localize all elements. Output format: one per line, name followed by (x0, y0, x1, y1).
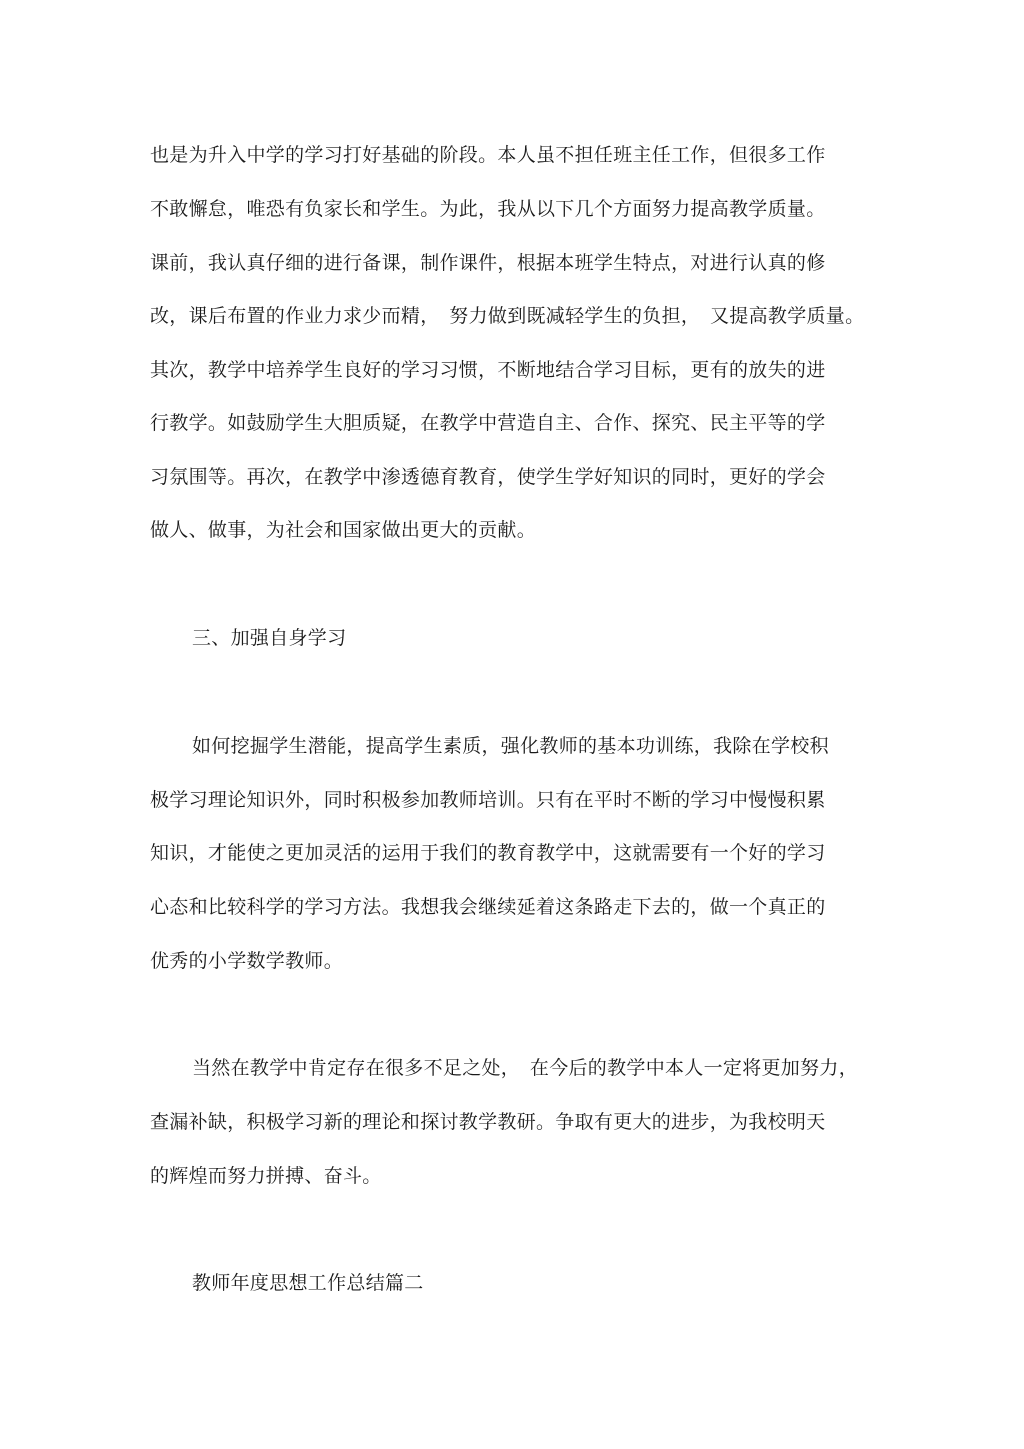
paragraph-line: 做人、做事，为社会和国家做出更大的贡献。 (150, 519, 537, 541)
paragraph-line: 其次，教学中培养学生良好的学习习惯，不断地结合学习目标，更有的放失的进 (150, 359, 826, 381)
paragraph-line: 习氛围等。再次，在教学中渗透德育教育，使学生学好知识的同时，更好的学会 (150, 466, 826, 488)
paragraph-line: 极学习理论知识外，同时积极参加教师培训。只有在平时不断的学习中慢慢积累 (150, 789, 826, 811)
paragraph-line: 也是为升入中学的学习打好基础的阶段。本人虽不担任班主任工作，但很多工作 (150, 144, 826, 166)
paragraph-line: 不敢懈怠，唯恐有负家长和学生。为此，我从以下几个方面努力提高教学质量。 (150, 198, 826, 220)
paragraph-line: 如何挖掘学生潜能，提高学生素质，强化教师的基本功训练，我除在学校积 (192, 735, 829, 757)
paragraph-line: 心态和比较科学的学习方法。我想我会继续延着这条路走下去的，做一个真正的 (150, 896, 826, 918)
section-heading: 三、加强自身学习 (192, 627, 347, 649)
paragraph-line: 课前，我认真仔细的进行备课，制作课件，根据本班学生特点，对进行认真的修 (150, 252, 826, 274)
paragraph-line: 行教学。如鼓励学生大胆质疑，在教学中营造自主、合作、探究、民主平等的学 (150, 412, 826, 434)
next-section-title: 教师年度思想工作总结篇二 (192, 1272, 424, 1294)
paragraph-line: 的辉煌而努力拼搏、奋斗。 (150, 1165, 382, 1187)
paragraph-line: 当然在教学中肯定存在很多不足之处， 在今后的教学中本人一定将更加努力， (192, 1057, 859, 1079)
paragraph-line: 优秀的小学数学教师。 (150, 950, 344, 972)
paragraph-line: 知识，才能使之更加灵活的运用于我们的教育教学中，这就需要有一个好的学习 (150, 842, 826, 864)
paragraph-line: 查漏补缺，积极学习新的理论和探讨教学教研。争取有更大的进步，为我校明天 (150, 1111, 826, 1133)
paragraph-line: 改，课后布置的作业力求少而精， 努力做到既减轻学生的负担， 又提高教学质量。 (150, 305, 865, 327)
